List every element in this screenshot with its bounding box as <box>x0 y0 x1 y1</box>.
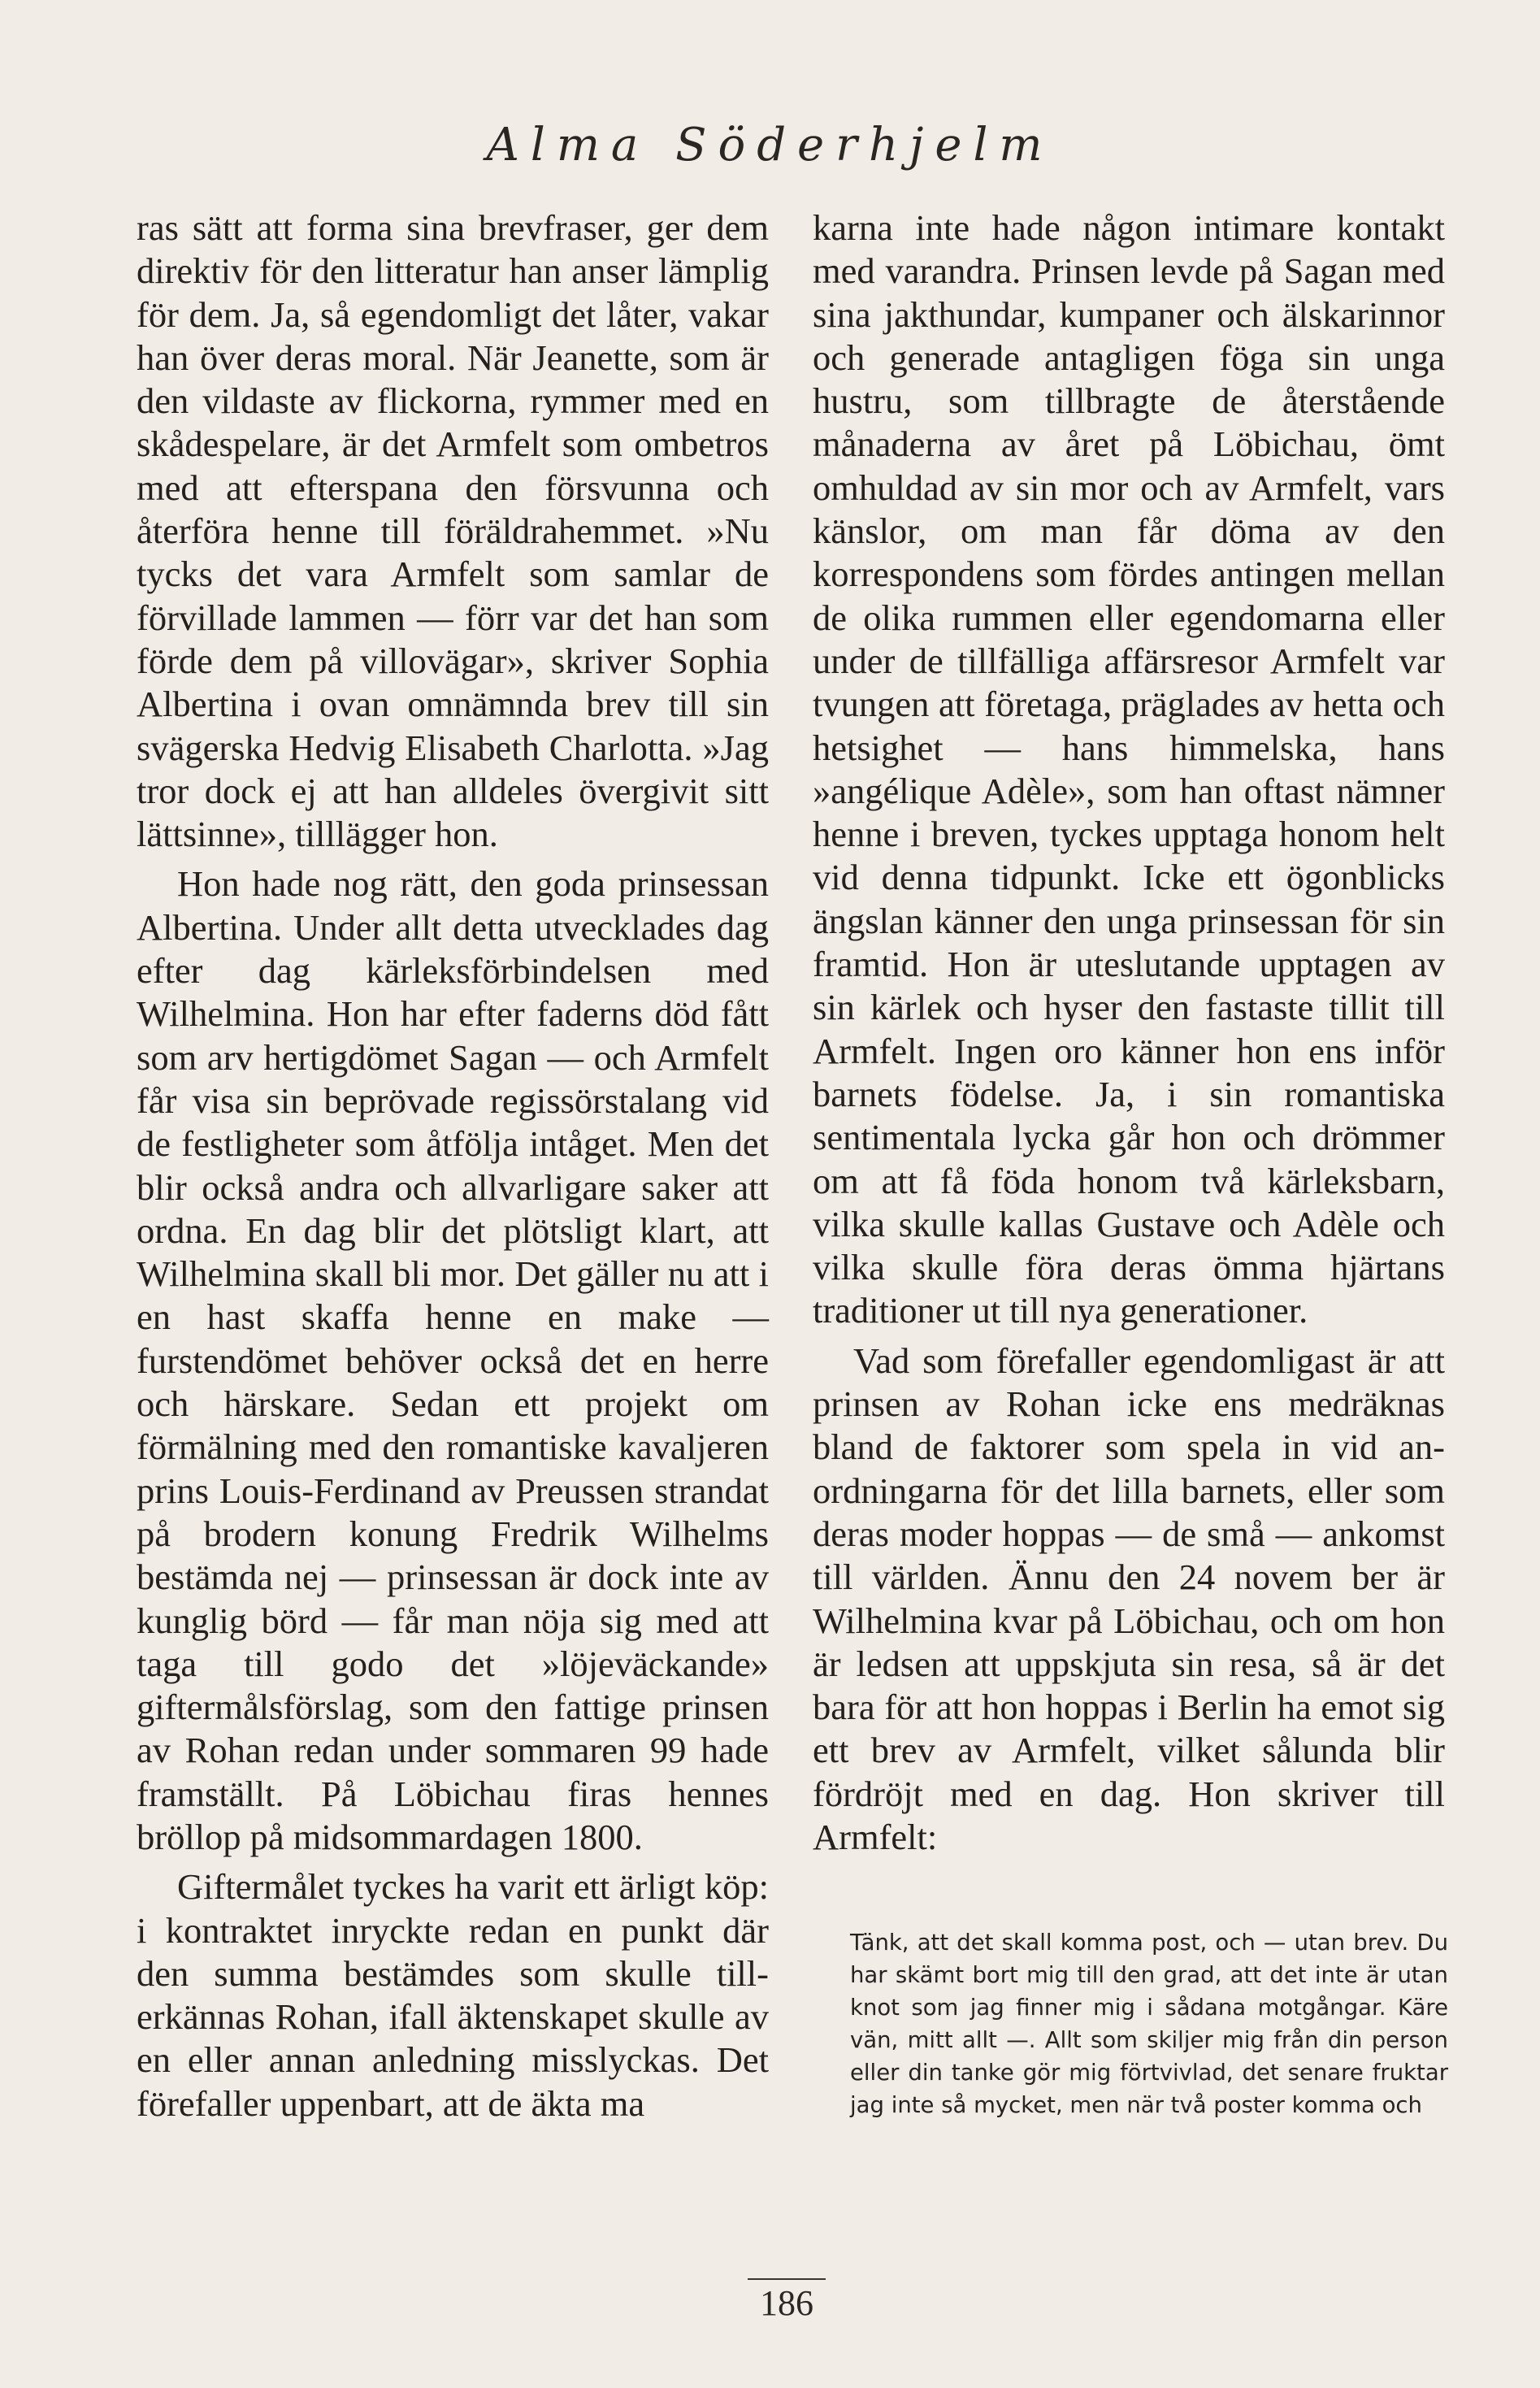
running-header: Alma Söderhjelm <box>486 119 1054 172</box>
left-paragraph-2: Hon hade nog rätt, den goda prinsessan Albertina. Under allt detta utvecklades dag efter dag kärleksförbindelsen med Wilhelmina. Hon har efter faderns död fått som arv hertigdömet Sagan — och Armfelt får visa sin beprövade regissörstalang vid de festligheter som åtfölja intåget. Men det blir också andra och allvarligare saker att ordna. En dag blir det plötsligt klart, att Wilhelmina skall bli mor. Det gäller nu att i en hast skaffa henne en make — furstendömet behöver också det en herre och härskare. Sedan ett projekt om förmälning med den romantiske kavaljeren prins Louis-Ferdinand av Preussen strandat på brodern konung Fredrik Wilhelms bestämda nej — prinsessan är dock inte av kunglig börd — får man nöja sig med att taga till godo det »löjeväckande» giftermålsförslag, som den fattige prinsen av Rohan redan under sommaren 99 hade framställt. På Löbichau firas hennes bröllop på midsommardagen 1800. <box>137 863 769 1857</box>
letter-quote: Tänk, att det skall komma post, och — utan brev. Du har skämt bort mig till den grad, att det inte är utan knot som jag finner mig i sådana motgångar. Käre vän, mitt allt —. Allt som skiljer mig från din person eller din tanke gör mig förtvivlad, det senare fruktar jag inte så mycket, men när två poster komma och <box>850 1930 1448 2118</box>
left-paragraph-1: ras sätt att forma sina brevfraser, ger dem direktiv för den litteratur han anser lämplig för dem. Ja, så egendomligt det låter, vakar han över deras moral. När Jeanette, som är den vildaste av flickorna, rymmer med en skådespelare, är det Armfelt som ombetros med att efterspana den försvunna och återföra henne till föräldrahemmet. »Nu tycks det vara Armfelt som samlar de förvillade lammen — förr var det han som förde dem på villovägar», skriver Sophia Albertina i ovan omnämnda brev till sin svägerska Hedvig Elisabeth Charlotta. »Jag tror dock ej att han alldeles övergivit sitt lättsinne», tilllägger hon. <box>137 207 769 855</box>
right-column <box>813 206 1445 1859</box>
page-number-rule <box>748 2278 826 2280</box>
left-column <box>137 206 769 2125</box>
right-paragraph-2: Vad som förefaller egendomligast är att prinsen av Rohan icke ens medräknas bland de faktorer som spela in vid anordningarna för det lilla barnets, eller som deras moder hoppas — de små — ankomst till världen. Ännu den 24 novem ber är Wilhelmina kvar på Löbichau, och om hon är ledsen att uppskjuta sin resa, så är det bara för att hon hoppas i Berlin ha emot sig ett brev av Armfelt, vilket sålunda blir fördröjt med en dag. Hon skriver till Armfelt: <box>813 1339 1445 1857</box>
left-paragraph-3: Giftermålet tyckes ha varit ett ärligt köp: i kontraktet inryckte redan en punkt där den summa bestämdes som skulle tillerkännas Rohan, ifall äktenskapet skulle av en eller annan anledning misslyckas. Det förefaller uppenbart, att de äkta ma <box>137 1866 769 2124</box>
page-number: 186 <box>760 2283 813 2323</box>
right-paragraph-1: karna inte hade någon intimare kontakt med varandra. Prinsen levde på Sagan med sina jakthundar, kumpaner och älskarinnor och generade antagligen föga sin unga hustru, som tillbragte de återstående månaderna av året på Löbichau, ömt omhuldad av sin mor och av Armfelt, vars känslor, om man får döma av den korrespondens som fördes antingen mellan de olika rummen eller egendomarna eller under de tillfälliga affärsresor Armfelt var tvungen att företaga, präglades av hetta och hetsighet — hans himmelska, hans »angélique Adèle», som han oftast nämner henne i breven, tyckes upptaga honom helt vid denna tidpunkt. Icke ett ögonblicks ängslan känner den unga prinsessan för sin framtid. Hon är uteslutande upptagen av sin kärlek och hyser den fastaste tillit till Armfelt. Ingen oro känner hon ens inför barnets födelse. Ja, i sin romantiska sentimentala lycka går hon och drömmer om att få föda honom två kärleksbarn, vilka skulle kallas Gustave och Adèle och vilka skulle föra deras ömma hjärtans traditioner ut till nya generationer. <box>813 207 1445 1331</box>
